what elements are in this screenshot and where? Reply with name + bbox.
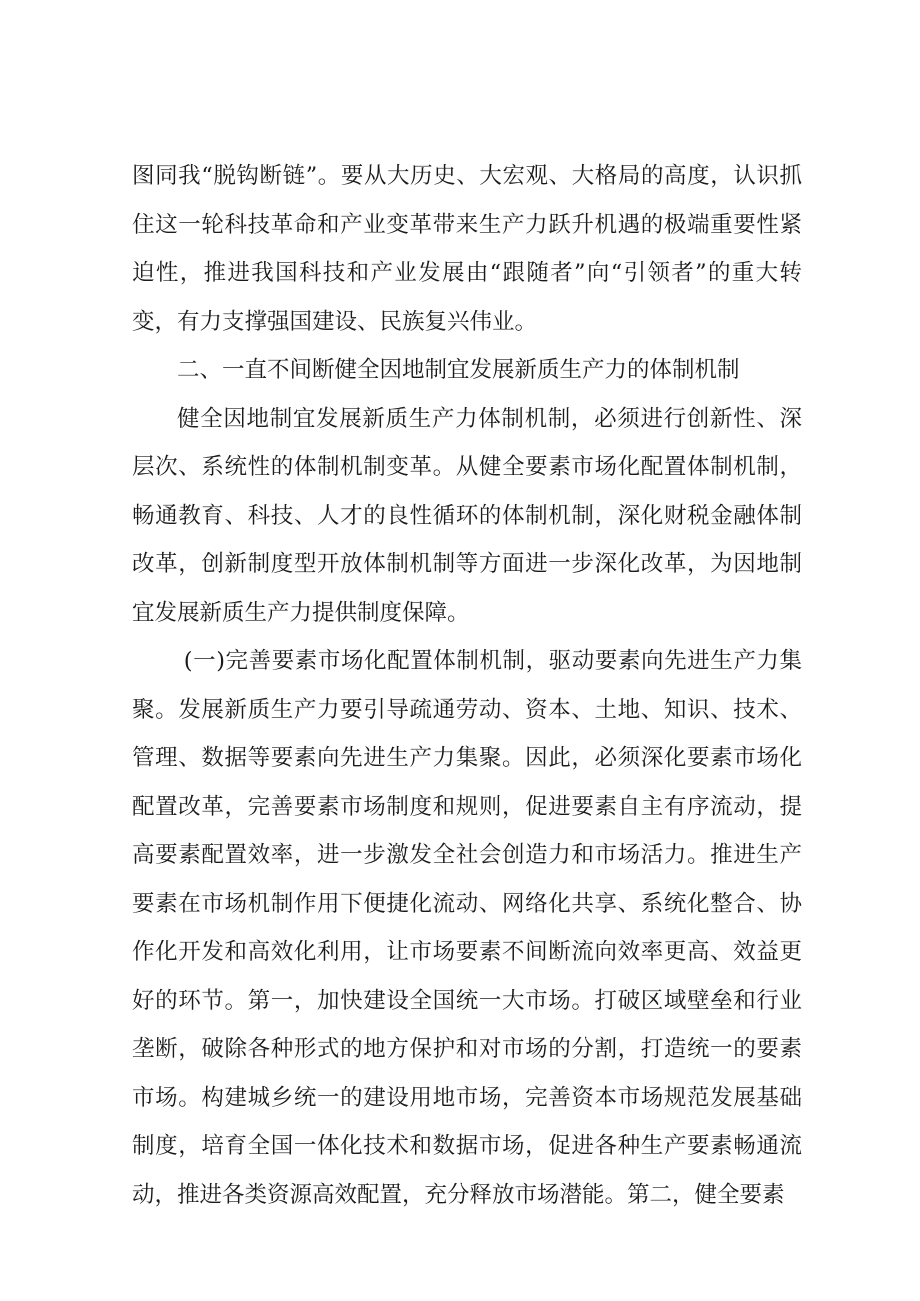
section-heading: 二、一直不间断健全因地制宜发展新质生产力的体制机制 <box>177 357 740 383</box>
document-body <box>132 152 802 1219</box>
paragraph-continuation: 图同我“脱钩断链”。要从大历史、大宏观、大格局的高度，认识抓住这一轮科技革命和产业变革带来生产力跃升机遇的极端重要性紧迫性，推进我国科技和产业发展由“跟随者”向“引领者”的重大转变，有力支撑强国建设、民族复兴伟业。 <box>132 163 802 335</box>
subsection-paragraph: (一)完善要素市场化配置体制机制，驱动要素向先进生产力集聚。发展新质生产力要引导疏通劳动、资本、土地、知识、技术、管理、数据等要素向先进生产力集聚。因此，必须深化要素市场化配置改革，完善要素市场制度和规则，促进要素自主有序流动，提高要素配置效率，进一步激发全社会创造力和市场活力。推进生产要素在市场机制作用下便捷化流动、网络化共享、系统化整合、协作化开发和高效化利用，让市场要素不间断流向效率更高、效益更好的环节。第一，加快建设全国统一大市场。打破区域壁垒和行业垄断，破除各种形式的地方保护和对市场的分割，打造统一的要素市场。构建城乡统一的建设用地市场，完善资本市场规范发展基础制度，培育全国一体化技术和数据市场，促进各种生产要素畅通流动，推进各类资源高效配置，充分释放市场潜能。第二，健全要素 <box>132 648 802 1208</box>
paragraph-body: 健全因地制宜发展新质生产力体制机制，必须进行创新性、深层次、系统性的体制机制变革。从健全要素市场化配置体制机制，畅通教育、科技、人才的良性循环的体制机制，深化财税金融体制改革，创新制度型开放体制机制等方面进一步深化改革，为因地制宜发展新质生产力提供制度保障。 <box>132 405 802 626</box>
